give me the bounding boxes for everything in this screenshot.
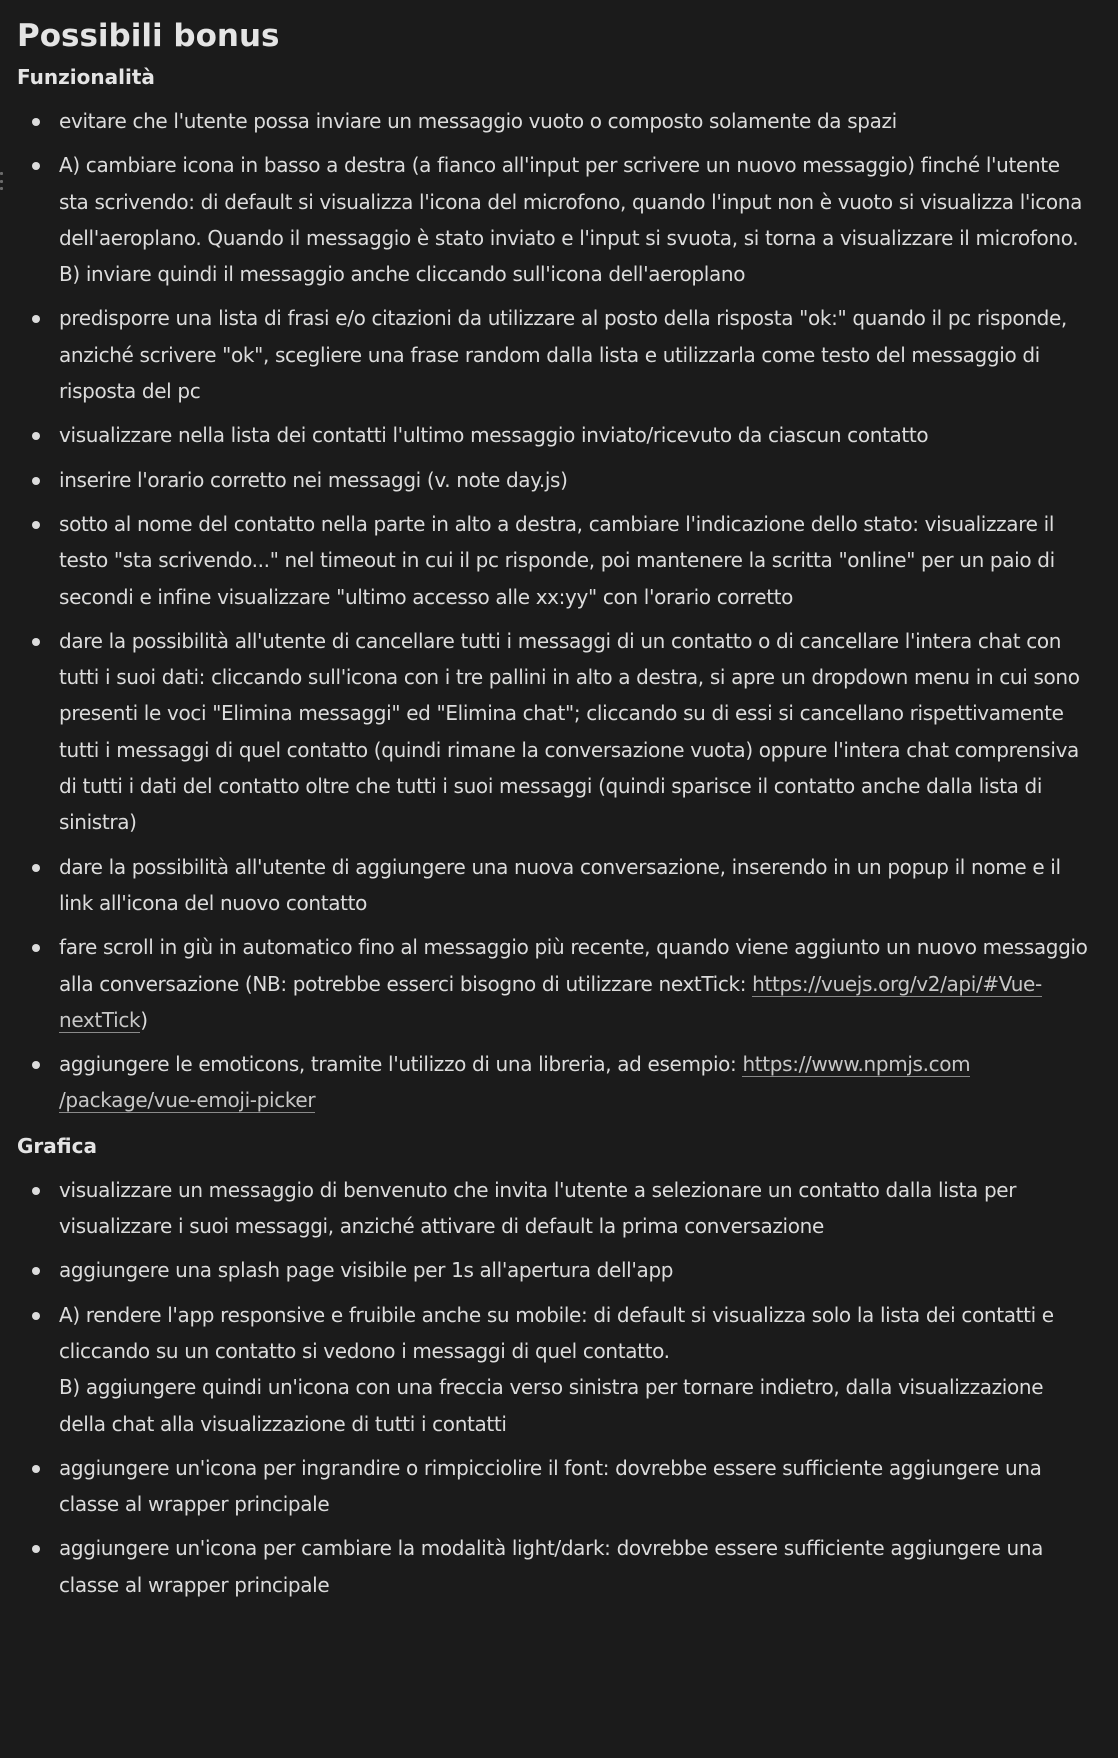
list-item: aggiungere un'icona per cambiare la modalità light/dark: dovrebbe essere sufficiente aggiungere una classe al wrapper principale xyxy=(59,1530,1088,1603)
list-item-suffix: ) xyxy=(140,1007,148,1032)
list-item: visualizzare un messaggio di benvenuto che invita l'utente a selezionare un contatto dalla lista per visualizzare i suoi messaggi, anziché attivare di default la prima conversazione xyxy=(59,1172,1088,1245)
section-heading-grafica: Grafica xyxy=(17,1133,97,1158)
emoji-picker-link[interactable]: https://www.npmjs.com xyxy=(742,1052,971,1077)
drag-handle-icon[interactable] xyxy=(0,172,4,190)
list-item-text: aggiungere le emoticons, tramite l'utilizzo di una libreria, ad esempio: xyxy=(59,1052,743,1077)
list-item-text: fare scroll in giù in automatico fino al messaggio più recente, quando viene aggiunto un nuovo messaggio alla conversazione (NB: potrebbe esserci bisogno di utilizzare nextTick: xyxy=(59,935,1088,996)
list-item-emoji xyxy=(59,1046,1088,1119)
section-heading-funzionalita: Funzionalità xyxy=(17,65,155,89)
list-item: visualizzare nella lista dei contatti l'ultimo messaggio inviato/ricevuto da ciascun contatto xyxy=(59,417,1088,453)
list-item: dare la possibilità all'utente di aggiungere una nuova conversazione, inserendo in un popup il nome e il link all'icona del nuovo contatto xyxy=(59,849,1088,922)
list-item: A) rendere l'app responsive e fruibile anche su mobile: di default si visualizza solo la lista dei contatti e cliccando su un contatto si vedono i messaggi di quel contatto. B) aggiungere quindi un'icona con una freccia verso sinistra per tornare indietro, dalla visualizzazione della chat alla visualizzazione di tutti i contatti xyxy=(59,1297,1088,1442)
list-item: aggiungere un'icona per ingrandire o rimpicciolire il font: dovrebbe essere sufficiente aggiungere una classe al wrapper principale xyxy=(59,1450,1088,1523)
list-item: sotto al nome del contatto nella parte in alto a destra, cambiare l'indicazione dello stato: visualizzare il testo "sta scrivendo..." nel timeout in cui il pc risponde, poi mantenere la scritta "online" per un paio di secondi e infine visualizzare "ultimo accesso alle xx:yy" con l'orario corretto xyxy=(59,506,1088,615)
grafica-list xyxy=(17,1172,1088,1603)
list-item: predisporre una lista di frasi e/o citazioni da utilizzare al posto della risposta "ok:" quando il pc risponde, anziché scrivere "ok", scegliere una frase random dalla lista e utilizzarla come testo del messaggio di risposta del pc xyxy=(59,300,1088,409)
nexttick-link[interactable]: https://vuejs.org/v2/api/#Vue-nextTick xyxy=(59,971,1042,1032)
list-item: A) cambiare icona in basso a destra (a fianco all'input per scrivere un nuovo messaggio) finché l'utente sta scrivendo: di default si visualizza l'icona del microfono, quando l'input non è vuoto si visualizza l'icona dell'aeroplano. Quando il messaggio è stato inviato e l'input si svuota, si torna a visualizzare il microfono. B) inviare quindi il messaggio anche cliccando sull'icona dell'aeroplano xyxy=(59,147,1088,292)
list-item: evitare che l'utente possa inviare un messaggio vuoto o composto solamente da spazi xyxy=(59,103,1088,139)
list-item: inserire l'orario corretto nei messaggi (v. note day.js) xyxy=(59,462,1088,498)
funzionalita-list xyxy=(17,103,1088,1119)
page-title: Possibili bonus xyxy=(17,18,280,54)
emoji-picker-link-continued[interactable]: /package/vue-emoji-picker xyxy=(59,1088,316,1113)
list-item: aggiungere una splash page visibile per 1s all'apertura dell'app xyxy=(59,1252,1088,1288)
list-item-scroll xyxy=(59,929,1088,1038)
list-item: dare la possibilità all'utente di cancellare tutti i messaggi di un contatto o di cancellare l'intera chat con tutti i suoi dati: cliccando sull'icona con i tre pallini in alto a destra, si apre un dropdown menu in cui sono presenti le voci "Elimina messaggi" ed "Elimina chat"; cliccando su di essi si cancellano rispettivamente tutti i messaggi di quel contatto (quindi rimane la conversazione vuota) oppure l'intera chat comprensiva di tutti i dati del contatto oltre che tutti i suoi messaggi (quindi sparisce il contatto anche dalla lista di sinistra) xyxy=(59,623,1088,841)
